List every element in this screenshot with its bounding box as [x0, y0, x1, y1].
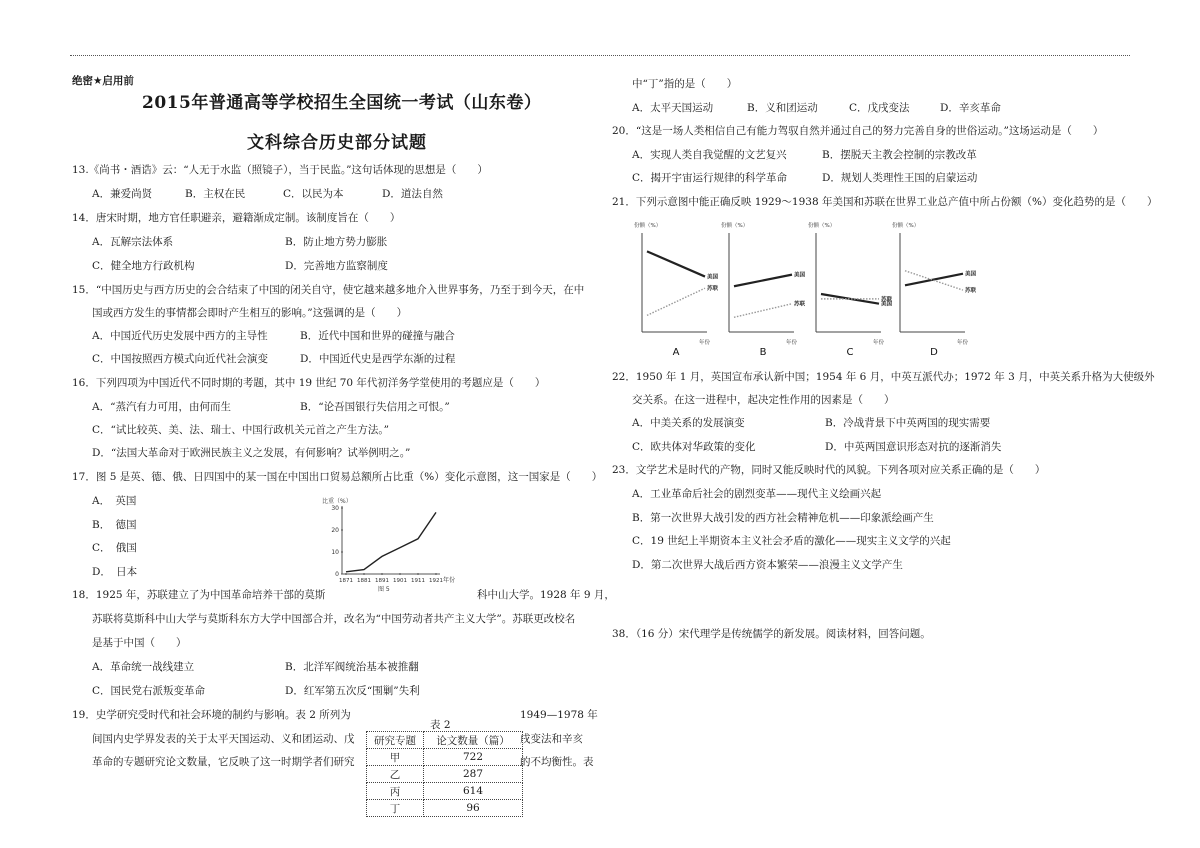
q21-series-line: [905, 271, 963, 290]
q15-option-b[interactable]: B．近代中国和世界的碰撞与融合: [300, 330, 455, 342]
q21-chart-caption: C: [846, 347, 854, 358]
fig5-xtick-label: 1921: [429, 578, 443, 584]
q18-option-b[interactable]: B．北洋军阀统治基本被推翻: [285, 661, 419, 673]
q15-option-a[interactable]: A．中国近代历史发展中西方的主导性: [92, 330, 268, 342]
table-cell-topic: 乙: [367, 766, 424, 783]
q14-option-c[interactable]: C．健全地方行政机构: [92, 260, 195, 272]
q21-stem: 21．下列示意图中能正确反映 1929～1938 年美国和苏联在世界工业总产值中所占份额（%）变化趋势的是（ ）: [612, 196, 1158, 208]
q21-series-label: 苏联: [794, 301, 806, 308]
q18-stem-line2: 苏联将莫斯科中山大学与莫斯科东方大学中国部合并，改名为“中国劳动者共产主义大学”。苏联更改校名: [92, 613, 576, 625]
fig5-xtick-label: 1911: [411, 578, 425, 584]
q23-option-d[interactable]: D．第二次世界大战后西方资本繁荣——浪漫主义文学产生: [632, 559, 903, 571]
q18-option-d[interactable]: D．红军第五次反“围剿”失利: [285, 685, 420, 697]
q15-option-d[interactable]: D．中国近代史是西学东渐的过程: [300, 353, 456, 365]
q14-option-a[interactable]: A．瓦解宗法体系: [92, 236, 174, 248]
q21-xlabel: 年份: [699, 340, 711, 346]
q21-series-label: 美国: [965, 271, 977, 278]
q21-charts: [625, 215, 995, 360]
q22-stem-line2: 交关系。在这一进程中，起决定性作用的因素是（ ）: [632, 394, 895, 406]
q21-series-label: 美国: [707, 274, 719, 281]
q19-line2a: 间国内史学界发表的关于太平天国运动、义和团运动、戊: [92, 733, 355, 745]
table-cell-count: 96: [424, 800, 523, 817]
table-2-caption: 表 2: [430, 719, 451, 731]
q21-series-label: 美国: [881, 301, 893, 308]
q15-option-c[interactable]: C．中国按照西方模式向近代社会演变: [92, 353, 269, 365]
q19-line1b: 1949—1978 年: [520, 709, 598, 721]
secret-mark: 绝密★启用前: [72, 75, 134, 87]
fig5-ytick-label: 0: [335, 571, 339, 578]
table-row: [367, 749, 523, 766]
table-header-topic: 研究专题: [367, 732, 424, 749]
q19-option-d[interactable]: D．辛亥革命: [940, 102, 1001, 114]
fig5-ylabel: 比重（%）: [322, 498, 352, 505]
q21-ylabel: 份额（%）: [634, 223, 662, 229]
q18-stem-line3: 是基于中国（ ）: [92, 637, 187, 649]
figure-5-chart: [318, 494, 468, 594]
table-2: [366, 731, 523, 817]
q21-series-label: 美国: [794, 272, 806, 279]
q22-stem-line1: 22．1950 年 1 月，英国宣布承认新中国；1954 年 6 月，中英互派代办；1972 年 3 月，中英关系升格为大使级外: [612, 371, 1155, 383]
q21-ylabel: 份额（%）: [892, 223, 920, 229]
q14-stem: 14．唐宋时期，地方官任职避亲，避籍渐成定制。该制度旨在（ ）: [72, 212, 401, 224]
fig5-xtick-label: 1901: [393, 578, 407, 584]
table-row: [367, 766, 523, 783]
exam-subtitle: 文科综合历史部分试题: [247, 133, 427, 153]
q20-stem: 20．“这是一场人类相信自己有能力驾驭自然并通过自己的努力完善自身的世俗运动。”这场运动是（ ）: [612, 125, 1104, 137]
q23-option-a[interactable]: A．工业革命后社会的剧烈变革——现代主义绘画兴起: [632, 488, 882, 500]
q21-series-line: [647, 251, 705, 276]
fig5-ytick-label: 30: [331, 505, 339, 512]
fig5-series-line: [346, 512, 436, 571]
q19-line3a: 革命的专题研究论文数量，它反映了这一时期学者们研究: [92, 756, 355, 768]
q19-line3b: 的不均衡性。表: [520, 756, 594, 768]
q23-option-c[interactable]: C．19 世纪上半期资本主义社会矛盾的激化——现实主义文学的兴起: [632, 535, 951, 547]
q13-option-a[interactable]: A．兼爱尚贤: [92, 188, 153, 200]
q20-option-d[interactable]: D．规划人类理性王国的启蒙运动: [822, 172, 978, 184]
q15-stem-line2: 国或西方发生的事情都会即时产生相互的影响。”这强调的是（ ）: [92, 307, 408, 319]
fig5-ytick-label: 10: [331, 549, 339, 556]
q20-option-c[interactable]: C．揭开宇宙运行规律的科学革命: [632, 172, 788, 184]
q15-stem-line1: 15．“中国历史与西方历史的会合结束了中国的闭关自守，使它越来越多地介入世界事务，乃至于到今天，在中: [72, 284, 585, 296]
table-cell-count: 287: [424, 766, 523, 783]
table-header-count: 论文数量（篇）: [424, 732, 523, 749]
table-cell-topic: 丁: [367, 800, 424, 817]
q20-option-b[interactable]: B．摆脱天主教会控制的宗教改革: [822, 149, 977, 161]
q23-stem: 23．文学艺术是时代的产物，同时又能反映时代的风貌。下列各项对应关系正确的是（ ）: [612, 464, 1046, 476]
q13-option-b[interactable]: B．主权在民: [185, 188, 246, 200]
q21-series-label: 苏联: [881, 296, 893, 303]
q18-stem-line1b: 科中山大学。1928 年 9 月，: [477, 589, 615, 601]
q21-chart-caption: D: [930, 347, 938, 358]
q22-option-b[interactable]: B．冷战背景下中英两国的现实需要: [825, 417, 991, 429]
fig5-xtick-label: 1891: [375, 578, 389, 584]
q21-ylabel: 份额（%）: [721, 223, 749, 229]
exam-title: 2015年普通高等学校招生全国统一考试（山东卷）: [142, 93, 542, 113]
q22-option-c[interactable]: C．欧共体对华政策的变化: [632, 441, 756, 453]
q17-option-a[interactable]: A． 英国: [92, 495, 137, 507]
q22-option-d[interactable]: D．中英两国意识形态对抗的逐渐消失: [825, 441, 1002, 453]
fig5-caption: 图 5: [378, 586, 390, 593]
q21-chart-caption: A: [672, 347, 680, 358]
table-cell-count: 614: [424, 783, 523, 800]
q19-line1a: 19．史学研究受时代和社会环境的制约与影响。表 2 所列为: [72, 709, 351, 721]
q19-option-a[interactable]: A．太平天国运动: [632, 102, 714, 114]
q13-option-d[interactable]: D．道法自然: [382, 188, 443, 200]
q19-option-b[interactable]: B．义和团运动: [747, 102, 818, 114]
q17-option-b[interactable]: B． 德国: [92, 519, 137, 531]
q13-stem: 13.《尚书・酒诰》云：“人无于水监（照镜子），当于民监。”这句话体现的思想是（ ）: [72, 164, 488, 176]
q16-option-d[interactable]: D．“法国大革命对于欧洲民族主义之发展，有何影响？试举例明之。”: [92, 447, 411, 459]
fig5-xtick-label: 1881: [357, 578, 371, 584]
q18-option-a[interactable]: A．革命统一战线建立: [92, 661, 195, 673]
q21-xlabel: 年份: [786, 340, 798, 346]
q21-chart-b: [721, 221, 806, 358]
top-rule: [70, 55, 1130, 56]
q17-option-c[interactable]: C． 俄国: [92, 542, 137, 554]
q19-stem-continued: 中“丁”指的是（ ）: [632, 78, 738, 90]
table-header-row: [367, 732, 523, 749]
q17-option-d[interactable]: D． 日本: [92, 566, 138, 578]
q16-stem: 16．下列四项为中国近代不同时期的考题，其中 19 世纪 70 年代初洋务学堂使用的考题应是（ ）: [72, 377, 546, 389]
q21-chart-caption: B: [759, 347, 767, 358]
q20-option-a[interactable]: A．实现人类自我觉醒的文艺复兴: [632, 149, 787, 161]
q16-option-c[interactable]: C．“试比较英、美、法、瑞士、中国行政机关元首之产生方法。”: [92, 424, 390, 436]
fig5-ytick-label: 20: [331, 527, 339, 534]
q13-option-c[interactable]: C．以民为本: [283, 188, 344, 200]
q21-chart-a: [634, 221, 719, 358]
q21-series-line: [905, 274, 963, 286]
q16-option-b[interactable]: B．“论吾国银行失信用之可恨。”: [300, 401, 450, 413]
q21-series-line: [647, 288, 705, 315]
q14-option-b[interactable]: B．防止地方势力膨胀: [285, 236, 388, 248]
q14-option-d[interactable]: D．完善地方监察制度: [285, 260, 388, 272]
q21-series-label: 苏联: [707, 286, 719, 293]
q17-stem: 17．图 5 是英、德、俄、日四国中的某一国在中国出口贸易总额所占比重（%）变化示意图，这一国家是（ ）: [72, 471, 603, 483]
q21-chart-c: [808, 221, 893, 358]
q19-option-c[interactable]: C．戊戌变法: [849, 102, 910, 114]
fig5-xlabel: 年份: [443, 577, 456, 584]
q21-xlabel: 年份: [873, 340, 885, 346]
q21-ylabel: 份额（%）: [808, 223, 836, 229]
q21-series-line: [734, 275, 792, 287]
table-cell-topic: 甲: [367, 749, 424, 766]
q21-xlabel: 年份: [957, 340, 969, 346]
table-cell-topic: 丙: [367, 783, 424, 800]
q21-chart-d: [892, 221, 977, 358]
q18-option-c[interactable]: C．国民党右派叛变革命: [92, 685, 206, 697]
q21-series-label: 苏联: [965, 288, 977, 295]
q18-stem-line1a: 18．1925 年，苏联建立了为中国革命培养干部的莫斯: [72, 589, 326, 601]
q38-stem: 38．（16 分）宋代理学是传统儒学的新发展。阅读材料，回答问题。: [612, 628, 931, 640]
q16-option-a[interactable]: A．“蒸汽有力可用，由何而生: [92, 401, 231, 413]
fig5-xtick-label: 1871: [339, 578, 353, 584]
q23-option-b[interactable]: B．第一次世界大战引发的西方社会精神危机——印象派绘画产生: [632, 512, 934, 524]
q19-line2b: 戌变法和辛亥: [520, 733, 583, 745]
table-row: [367, 800, 523, 817]
table-cell-count: 722: [424, 749, 523, 766]
q22-option-a[interactable]: A．中美关系的发展演变: [632, 417, 745, 429]
q21-series-line: [734, 304, 792, 318]
table-row: [367, 783, 523, 800]
